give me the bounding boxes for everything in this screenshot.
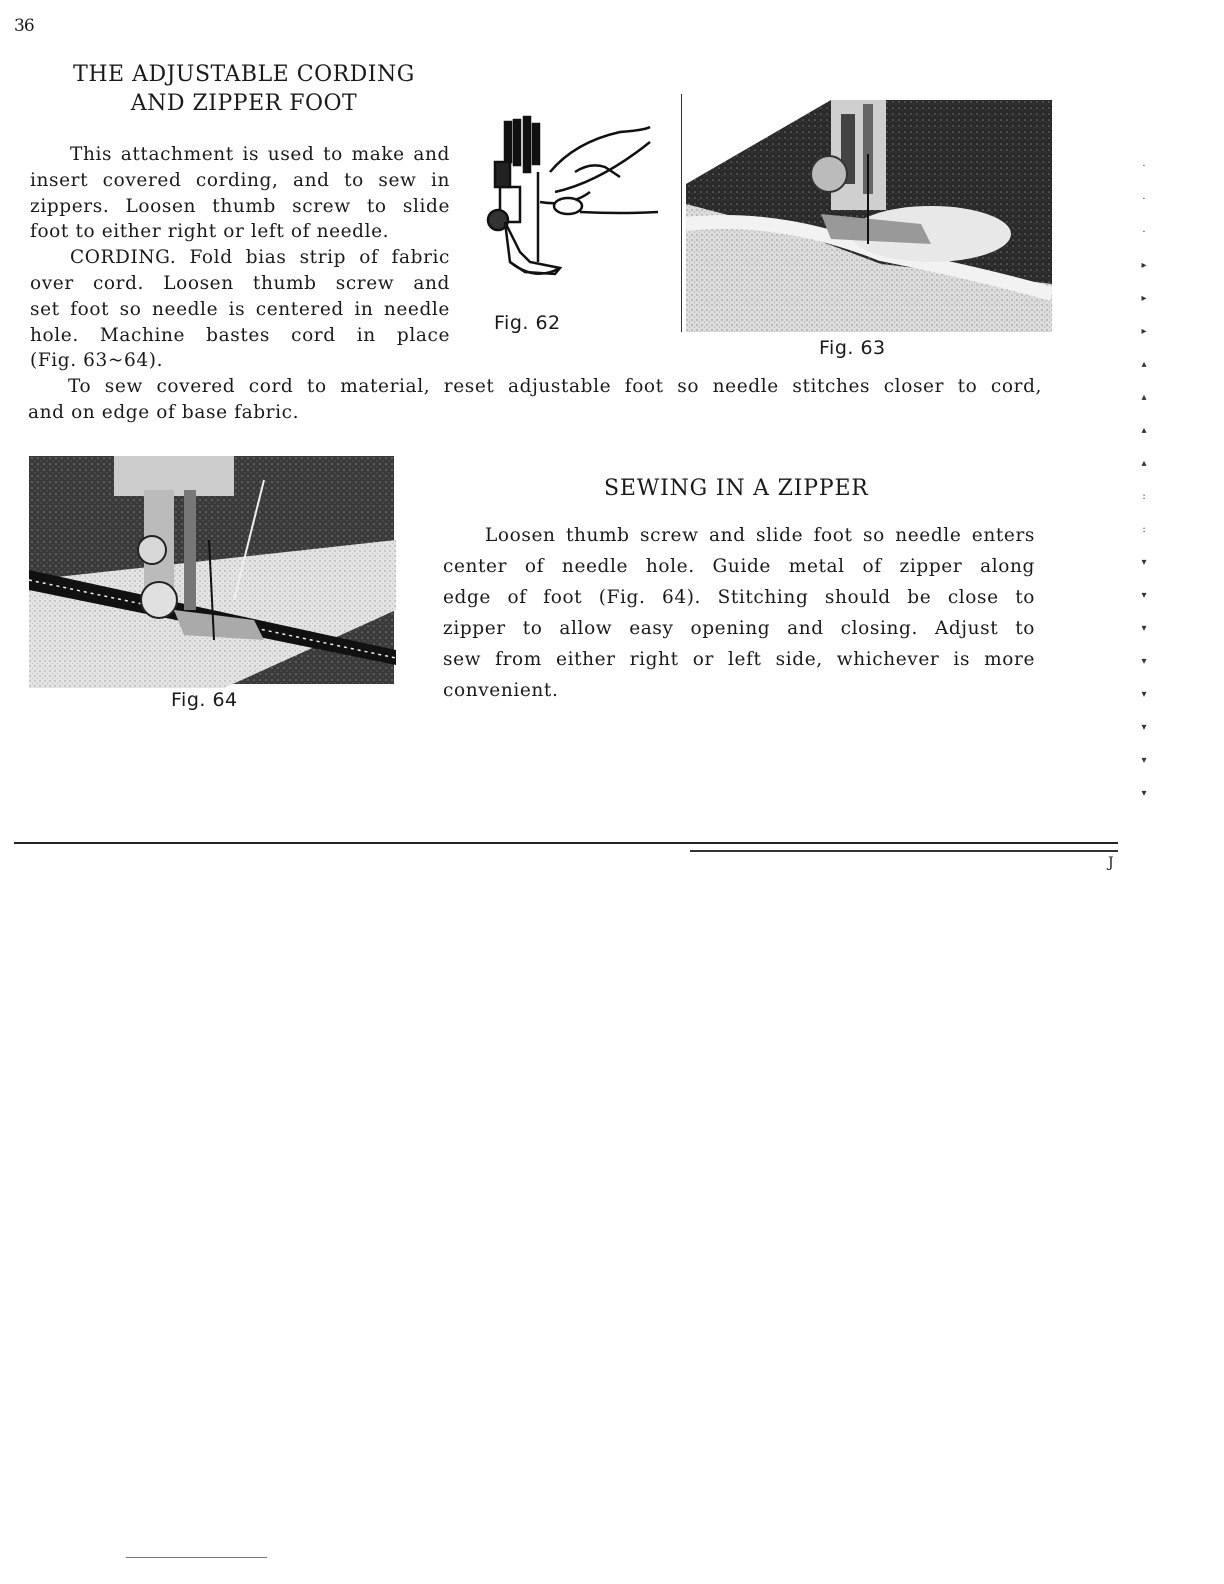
section-title (40, 60, 448, 118)
margin-tick: · (1142, 227, 1146, 238)
zipper-paragraph (443, 520, 1035, 706)
margin-tick: ▾ (1141, 656, 1147, 667)
margin-tick: · (1142, 161, 1146, 172)
fig-64-caption: Fig. 64 (171, 689, 238, 711)
margin-tick: · (1142, 194, 1146, 205)
corner-mark: J (1108, 855, 1114, 871)
cord-paragraph (28, 374, 1042, 426)
intro-line: hole. Machine bastes cord in place (30, 324, 450, 346)
horizontal-rule-secondary (690, 850, 1118, 852)
fig-63-caption: Fig. 63 (819, 337, 886, 359)
margin-tick: ▸ (1141, 326, 1147, 337)
margin-tick: ▾ (1141, 722, 1147, 733)
margin-tick: ▸ (1141, 293, 1147, 304)
margin-tick: ▾ (1141, 755, 1147, 766)
margin-tick: ▴ (1141, 392, 1147, 403)
blue-scan-line (126, 1557, 267, 1558)
intro-line: insert covered cording, and to sew in (30, 169, 450, 191)
margin-tick: ▾ (1141, 689, 1147, 700)
margin-tick: ▾ (1141, 788, 1147, 799)
margin-tick: : (1142, 524, 1146, 535)
margin-tick-marks (1138, 150, 1150, 810)
intro-line: zippers. Loosen thumb screw to slide (30, 195, 450, 217)
margin-tick: ▾ (1141, 590, 1147, 601)
cord-line: and on edge of base fabric. (28, 401, 300, 423)
fig-62-caption: Fig. 62 (494, 312, 561, 334)
margin-tick: ▴ (1141, 425, 1147, 436)
intro-line: set foot so needle is centered in needle (30, 298, 450, 320)
margin-tick: ▾ (1141, 623, 1147, 634)
margin-tick: : (1142, 491, 1146, 502)
zipper-line: edge of foot (Fig. 64). Stitching should be close to (443, 587, 1035, 608)
cord-line: To sew covered cord to material, reset adjustable foot so needle stitches closer to cord, (68, 376, 1042, 397)
page-number: 36 (14, 16, 34, 36)
zipper-line: zipper to allow easy opening and closing. Adjust to (443, 618, 1035, 639)
fig-63-photo (681, 94, 1052, 332)
margin-tick: ▴ (1141, 359, 1147, 370)
margin-tick: ▸ (1141, 260, 1147, 271)
margin-tick: ▴ (1141, 458, 1147, 469)
intro-line: This attachment is used to make and (70, 144, 450, 165)
section-title-line-1: THE ADJUSTABLE CORDING (73, 62, 415, 87)
zipper-line: center of needle hole. Guide metal of zipper along (443, 556, 1035, 577)
zipper-line: sew from either right or left side, whichever is more (443, 649, 1035, 670)
intro-line: over cord. Loosen thumb screw and (30, 272, 450, 294)
intro-line: (Fig. 63~64). (30, 350, 164, 372)
horizontal-rule (14, 842, 1118, 844)
intro-line: foot to either right or left of needle. (30, 221, 390, 243)
zipper-line: convenient. (443, 680, 559, 701)
intro-line: CORDING. Fold bias strip of fabric (70, 247, 450, 269)
fig-62-illustration (480, 112, 660, 302)
section-title-line-2: AND ZIPPER FOOT (130, 91, 358, 116)
intro-paragraph (30, 142, 450, 374)
zipper-section-title: SEWING IN A ZIPPER (604, 476, 869, 501)
margin-tick: ▾ (1141, 557, 1147, 568)
zipper-line: Loosen thumb screw and slide foot so needle enters (485, 525, 1035, 546)
fig-64-photo (24, 450, 396, 688)
